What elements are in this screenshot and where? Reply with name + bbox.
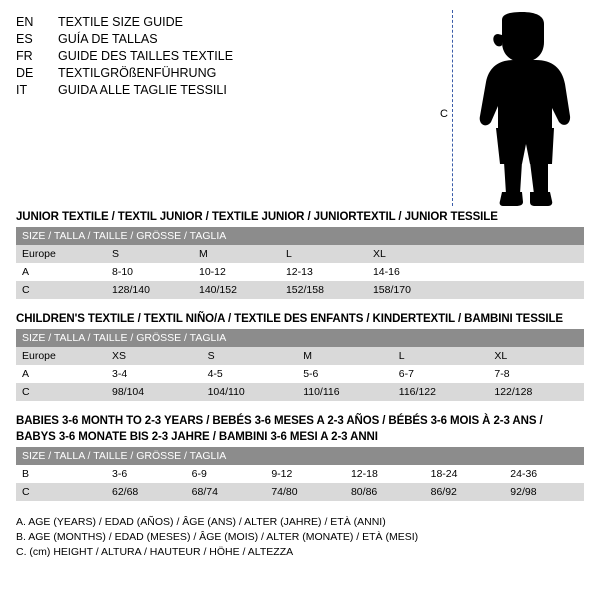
- table-row: [16, 383, 584, 401]
- cell: 3-6: [106, 465, 186, 483]
- table-row: [16, 281, 584, 299]
- legend-line-b: B. AGE (MONTHS) / EDAD (MESES) / ÂGE (MOIS) / ALTER (MONATE) / ETÀ (MESI): [16, 531, 419, 543]
- cell: S: [106, 245, 193, 263]
- language-code: ES: [16, 32, 33, 46]
- cell: 10-12: [193, 263, 280, 281]
- cell: 110/116: [297, 383, 393, 401]
- language-text: TEXTILE SIZE GUIDE: [58, 15, 184, 29]
- table-row: [16, 465, 584, 483]
- table-header-row: [16, 227, 584, 245]
- language-row: [16, 48, 446, 65]
- cell: 80/86: [345, 483, 425, 501]
- junior-textile-block: [16, 211, 584, 299]
- cell: M: [193, 245, 280, 263]
- cell-empty: [454, 245, 584, 263]
- cell: S: [202, 347, 298, 365]
- table-header-row: [16, 329, 584, 347]
- row-label: Europe: [16, 245, 106, 263]
- cell: 5-6: [297, 365, 393, 383]
- toddler-silhouette-icon: [466, 12, 586, 208]
- language-text: GUIDA ALLE TAGLIE TESSILI: [58, 83, 227, 97]
- cell: XL: [488, 347, 584, 365]
- row-label: C: [16, 383, 106, 401]
- height-measurement-figure: [430, 8, 590, 208]
- cell: 86/92: [425, 483, 505, 501]
- language-code: FR: [16, 49, 33, 63]
- cell: 7-8: [488, 365, 584, 383]
- cell: 4-5: [202, 365, 298, 383]
- language-text: TEXTILGRÖßENFÜHRUNG: [58, 66, 217, 80]
- cell: 92/98: [504, 483, 584, 501]
- language-row: [16, 14, 446, 31]
- legend-line-a: A. AGE (YEARS) / EDAD (AÑOS) / ÂGE (ANS) / ALTER (JAHRE) / ETÀ (ANNI): [16, 516, 386, 528]
- language-row: [16, 31, 446, 48]
- cell: 12-13: [280, 263, 367, 281]
- table-header-label: SIZE / TALLA / TAILLE / GRÖSSE / TAGLIA: [22, 332, 227, 344]
- cell: 98/104: [106, 383, 202, 401]
- cell: 6-7: [393, 365, 489, 383]
- cell: 152/158: [280, 281, 367, 299]
- cell: 3-4: [106, 365, 202, 383]
- language-title-block: [16, 14, 446, 99]
- table-row: [16, 483, 584, 501]
- cell: L: [280, 245, 367, 263]
- cell: 62/68: [106, 483, 186, 501]
- row-label: C: [16, 483, 106, 501]
- cell: 9-12: [265, 465, 345, 483]
- language-code: EN: [16, 15, 34, 29]
- cell: 122/128: [488, 383, 584, 401]
- cell: 12-18: [345, 465, 425, 483]
- childrens-section-title: CHILDREN'S TEXTILE / TEXTIL NIÑO/A / TEXTILE DES ENFANTS / KINDERTEXTIL / BAMBINI TESSILE: [16, 313, 563, 325]
- table-header-label: SIZE / TALLA / TAILLE / GRÖSSE / TAGLIA: [22, 230, 227, 242]
- childrens-textile-block: [16, 313, 584, 401]
- cell: M: [297, 347, 393, 365]
- junior-size-table: [16, 227, 584, 299]
- cell: 128/140: [106, 281, 193, 299]
- table-row: [16, 245, 584, 263]
- cell: XS: [106, 347, 202, 365]
- cell: 140/152: [193, 281, 280, 299]
- language-row: [16, 82, 446, 99]
- language-row: [16, 65, 446, 82]
- cell: 68/74: [186, 483, 266, 501]
- cell: L: [393, 347, 489, 365]
- babies-section-title-line2: BABYS 3-6 MONATE BIS 2-3 JAHRE / BAMBINI 3-6 MESI A 2-3 ANNI: [16, 431, 378, 443]
- table-row: [16, 263, 584, 281]
- cell-empty: [454, 263, 584, 281]
- language-text: GUIDE DES TAILLES TEXTILE: [58, 49, 234, 63]
- babies-textile-block: [16, 415, 584, 501]
- measure-guide-line: [452, 10, 453, 206]
- language-text: GUÍA DE TALLAS: [58, 32, 158, 46]
- cell: XL: [367, 245, 454, 263]
- babies-size-table: [16, 447, 584, 501]
- table-row: [16, 365, 584, 383]
- row-label: A: [16, 263, 106, 281]
- legend-footer: [16, 515, 584, 560]
- cell: 158/170: [367, 281, 454, 299]
- table-header-label: SIZE / TALLA / TAILLE / GRÖSSE / TAGLIA: [22, 450, 227, 462]
- language-code: DE: [16, 66, 34, 80]
- cell: 74/80: [265, 483, 345, 501]
- measure-label-c: C: [440, 108, 448, 120]
- babies-section-title-line1: BABIES 3-6 MONTH TO 2-3 YEARS / BEBÉS 3-6 MESES A 2-3 AÑOS / BÉBÉS 3-6 MOIS À 2-3 ANS /: [16, 415, 543, 427]
- table-header-row: [16, 447, 584, 465]
- cell: 8-10: [106, 263, 193, 281]
- cell-empty: [454, 281, 584, 299]
- table-row: [16, 347, 584, 365]
- row-label: B: [16, 465, 106, 483]
- row-label: C: [16, 281, 106, 299]
- cell: 6-9: [186, 465, 266, 483]
- cell: 18-24: [425, 465, 505, 483]
- junior-section-title: JUNIOR TEXTILE / TEXTIL JUNIOR / TEXTILE JUNIOR / JUNIORTEXTIL / JUNIOR TESSILE: [16, 211, 498, 223]
- language-code: IT: [16, 83, 28, 97]
- childrens-size-table: [16, 329, 584, 401]
- cell: 116/122: [393, 383, 489, 401]
- cell: 14-16: [367, 263, 454, 281]
- row-label: Europe: [16, 347, 106, 365]
- row-label: A: [16, 365, 106, 383]
- legend-line-c: C. (cm) HEIGHT / ALTURA / HAUTEUR / HÖHE / ALTEZZA: [16, 546, 294, 558]
- cell: 104/110: [202, 383, 298, 401]
- cell: 24-36: [504, 465, 584, 483]
